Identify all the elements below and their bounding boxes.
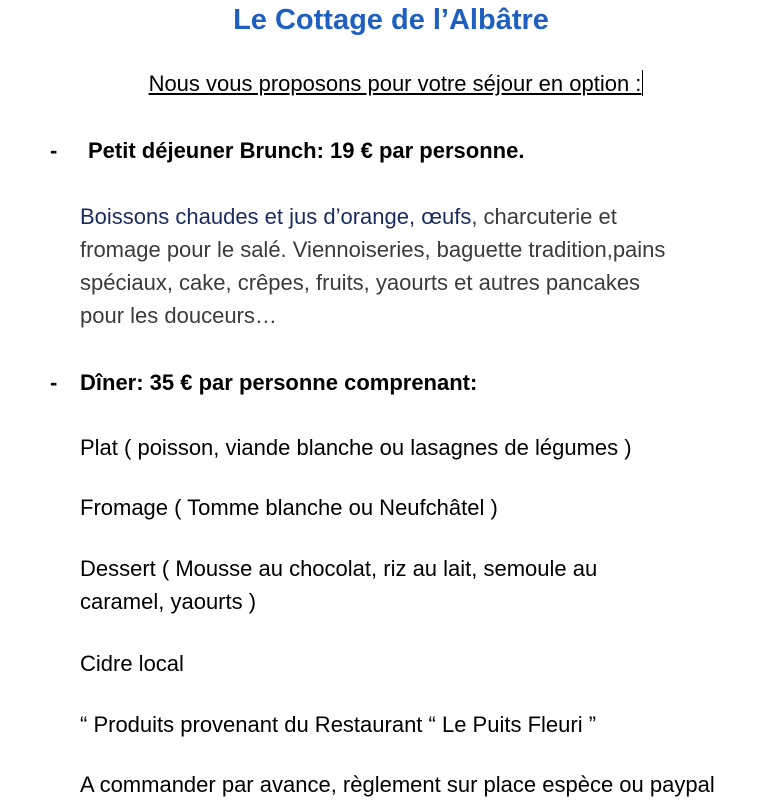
diner-dessert [80, 552, 597, 618]
document-title: Le Cottage de l’Albâtre [233, 4, 549, 36]
brunch-line-4: pour les douceurs… [80, 303, 277, 328]
brunch-description [80, 200, 665, 332]
brunch-line-1-highlight: Boissons chaudes et jus d’orange, œufs [80, 204, 472, 229]
diner-fromage: Fromage ( Tomme blanche ou Neufchâtel ) [80, 495, 498, 520]
diner-cidre: Cidre local [80, 651, 184, 676]
brunch-line-1 [80, 204, 617, 229]
brunch-line-3: spéciaux, cake, crêpes, fruits, yaourts et autres pancakes [80, 270, 641, 295]
bullet-dash-diner: - [50, 370, 58, 395]
diner-plat: Plat ( poisson, viande blanche ou lasagnes de légumes ) [80, 435, 632, 460]
text-cursor [642, 70, 643, 96]
diner-dessert-line-2: caramel, yaourts ) [80, 589, 257, 614]
diner-produits: “ Produits provenant du Restaurant “ Le Puits Fleuri ” [80, 712, 597, 737]
subtitle[interactable] [0, 70, 782, 97]
brunch-line-1-rest: , charcuterie et [471, 204, 617, 229]
diner-heading: Dîner: 35 € par personne comprenant: [80, 370, 478, 395]
bullet-dash-brunch: - [50, 138, 58, 163]
subtitle-text: Nous vous proposons pour votre séjour en option : [148, 71, 642, 96]
brunch-line-2: fromage pour le salé. Viennoiseries, baguette tradition,pains [80, 237, 666, 262]
brunch-heading: Petit déjeuner Brunch: 19 € par personne. [88, 138, 525, 163]
diner-dessert-line-1: Dessert ( Mousse au chocolat, riz au lait, semoule au [80, 556, 598, 581]
diner-commander: A commander par avance, règlement sur place espèce ou paypal [80, 772, 715, 797]
